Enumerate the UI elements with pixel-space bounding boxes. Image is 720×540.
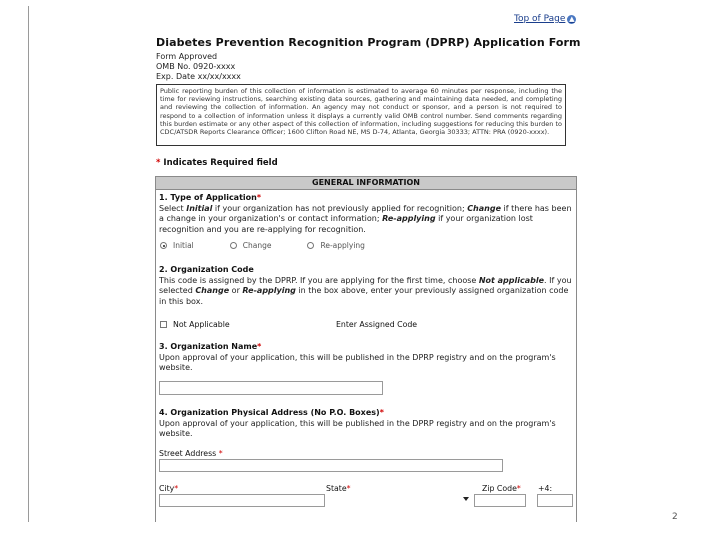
zip-plus4-input[interactable]: [537, 494, 573, 507]
required-star: *: [156, 158, 161, 168]
general-information-panel: [155, 176, 577, 522]
top-of-page-link[interactable]: [514, 14, 576, 24]
organization-code-section: [159, 265, 573, 307]
city-input[interactable]: [159, 494, 325, 507]
type-of-application-title: 1. Type of Application*: [159, 193, 262, 202]
physical-address-title: 4. Organization Physical Address (No P.O. Boxes)*: [159, 408, 384, 417]
application-type-radio-group: [160, 241, 401, 250]
up-arrow-icon[interactable]: ▲: [569, 14, 575, 23]
top-of-page-label[interactable]: Top of Page: [514, 14, 566, 24]
radio-reapplying-label[interactable]: Re-applying: [320, 241, 365, 250]
page-title: Diabetes Prevention Recognition Program (DPRP) Application Form: [156, 36, 581, 49]
required-note-text: Indicates Required field: [163, 158, 278, 168]
section-header: GENERAL INFORMATION: [156, 177, 576, 190]
zip-code-label: Zip Code*: [482, 484, 521, 493]
zip-code-input[interactable]: [474, 494, 526, 507]
city-label: City*: [159, 484, 179, 493]
physical-address-section: [159, 408, 573, 440]
assigned-code-label: Enter Assigned Code: [336, 320, 418, 329]
organization-name-description: Upon approval of your application, this will be published in the DPRP registry and on the program's website.: [159, 352, 556, 372]
radio-reapplying-button[interactable]: [307, 242, 314, 249]
left-divider: [28, 6, 29, 522]
type-of-application-section: [159, 193, 573, 235]
required-field-note: [156, 158, 278, 168]
street-address-input[interactable]: [159, 459, 503, 472]
organization-code-description: This code is assigned by the DPRP. If you are applying for the first time, choose Not applicable. If you selected Change or Re-applying in the box above, enter your previously assigned organization code in this box.: [159, 275, 572, 306]
zip-plus4-label: +4:: [538, 484, 553, 493]
organization-name-section: [159, 342, 573, 374]
organization-name-input[interactable]: [159, 381, 383, 395]
physical-address-description: Upon approval of your application, this will be published in the DPRP registry and on the program's website.: [159, 418, 556, 438]
organization-name-title: 3. Organization Name*: [159, 342, 262, 351]
radio-change[interactable]: [230, 241, 272, 250]
type-of-application-description: Select Initial if your organization has not previously applied for recognition; Change if there has been a change in your organization's or contact information; Re-applying if your organization lost recognition and you are re-applying for recognition.: [159, 203, 572, 234]
burden-statement: Public reporting burden of this collection of information is estimated to average 60 minutes per response, including the time for reviewing instructions, searching existing data sources, gathering and maintaining data needed, and completing and reviewing the collection of information. An agency may not conduct or sponsor, and a person is not required to respond to a collection of information unless it displays a currently valid OMB control number. Send comments regarding this burden estimate or any other aspect of this collection of information, including suggestions for reducing this burden to CDC/ATSDR Reports Clearance Officer; 1600 Clifton Road NE, MS D-74, Atlanta, Georgia 30333; ATTN: PRA (0920-xxxx).: [156, 84, 566, 146]
state-dropdown-arrow-icon[interactable]: [463, 497, 469, 501]
not-applicable-checkbox[interactable]: [160, 321, 167, 328]
not-applicable-option[interactable]: [160, 320, 230, 329]
form-approved-text: Form Approved: [156, 52, 218, 61]
not-applicable-label[interactable]: Not Applicable: [173, 320, 230, 329]
radio-initial-label[interactable]: Initial: [173, 241, 194, 250]
radio-reapplying[interactable]: [307, 241, 364, 250]
radio-change-button[interactable]: [230, 242, 237, 249]
radio-initial[interactable]: [160, 241, 194, 250]
omb-number: OMB No. 0920-xxxx: [156, 62, 236, 71]
radio-change-label[interactable]: Change: [242, 241, 272, 250]
organization-code-title: 2. Organization Code: [159, 265, 254, 274]
page-number: 2: [672, 512, 678, 522]
expiration-date: Exp. Date xx/xx/xxxx: [156, 72, 241, 81]
street-address-label: Street Address *: [159, 449, 223, 458]
state-label: State*: [326, 484, 351, 493]
radio-initial-button[interactable]: [160, 242, 167, 249]
